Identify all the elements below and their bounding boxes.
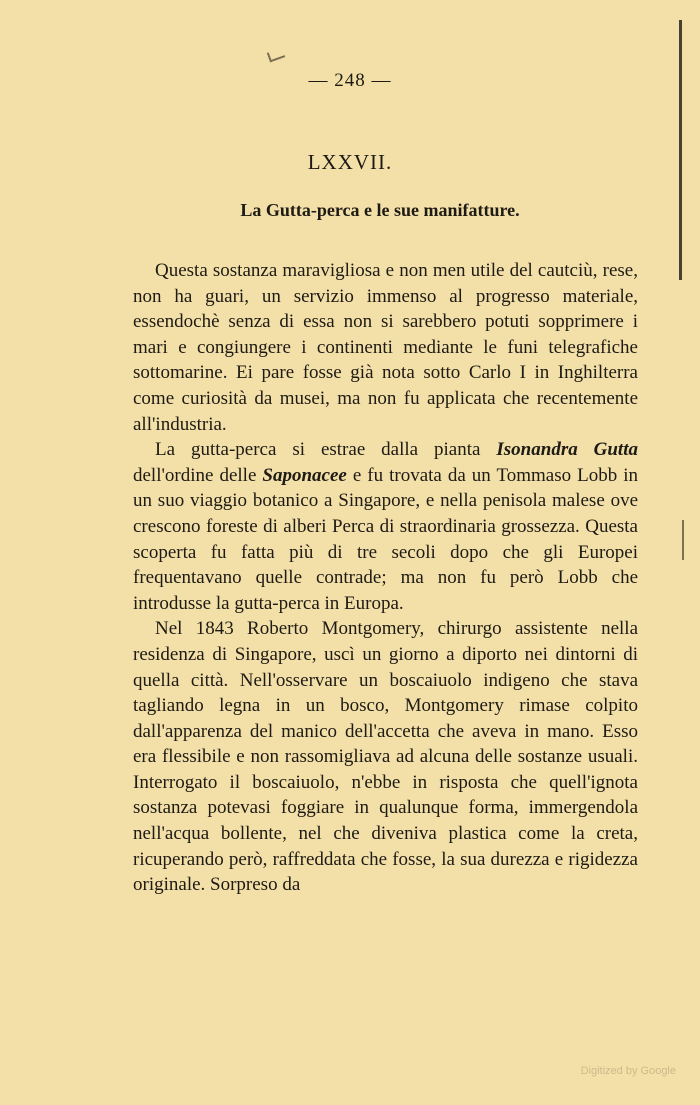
italic-term: Saponacee bbox=[262, 464, 347, 486]
page-number: — 248 — bbox=[308, 70, 392, 91]
watermark: Digitized by Google bbox=[580, 1065, 676, 1077]
chapter-heading: LXXVII. bbox=[307, 150, 393, 174]
paragraph-text: Questa sostanza maravigliosa e non men utile del cautciù, rese, non ha guari, un servizio immenso al progresso materiale, essendochè senza di essa non si sarebbero potuti sopprimere i mari e congiungere i continenti mediante le funi telegrafiche sottomarine. Ei pare fosse già nota sotto Carlo I in Inghilterra come curiosità da musei, ma non fu applicata che recentemente all'industria. bbox=[133, 260, 638, 435]
section-title: La Gutta-perca e le sue manifatture. bbox=[240, 200, 520, 220]
ink-mark bbox=[267, 48, 285, 63]
italic-term: Isonandra Gutta bbox=[496, 439, 638, 461]
paragraph-text: e fu trovata da un Tommaso Lobb in un suo viaggio botanico a Singapore, e nella penisola malese ove crescono foreste di alberi Perca di straordinaria grossezza. Questa scoperta fu fatta più di tre secoli dopo che gli Europei frequentavano quelle contrade; ma non fu però Lobb che introdusse la gutta-perca in Europa. bbox=[133, 464, 638, 614]
paragraph bbox=[133, 258, 638, 437]
page-edge-line bbox=[682, 520, 684, 560]
paragraph-text: Nel 1843 Roberto Montgomery, chirurgo assistente nella residenza di Singapore, uscì un giorno a diporto nei dintorni di quella città. Nell'osservare un boscaiuolo indigeno che stava tagliando legna in un bosco, Montgomery rimase colpito dall'apparenza del manico dell'accetta che aveva in mano. Esso era flessibile e non rassomigliava ad alcuna delle sostanze usuali. Interrogato il boscaiuolo, n'ebbe in risposta che quell'ignota sostanza potevasi foggiare in qualunque forma, immergendola nell'acqua bollente, nel che diveniva plastica come la creta, ricuperando però, raffreddata che fosse, la sua durezza e rigidezza originale. Sorpreso da bbox=[133, 618, 638, 896]
paragraph-text: La gutta-perca si estrae dalla pianta bbox=[155, 439, 497, 461]
paragraph bbox=[133, 616, 638, 898]
paragraph bbox=[133, 437, 638, 616]
body-text bbox=[133, 258, 638, 898]
paragraph-text: dell'ordine delle bbox=[133, 464, 263, 486]
